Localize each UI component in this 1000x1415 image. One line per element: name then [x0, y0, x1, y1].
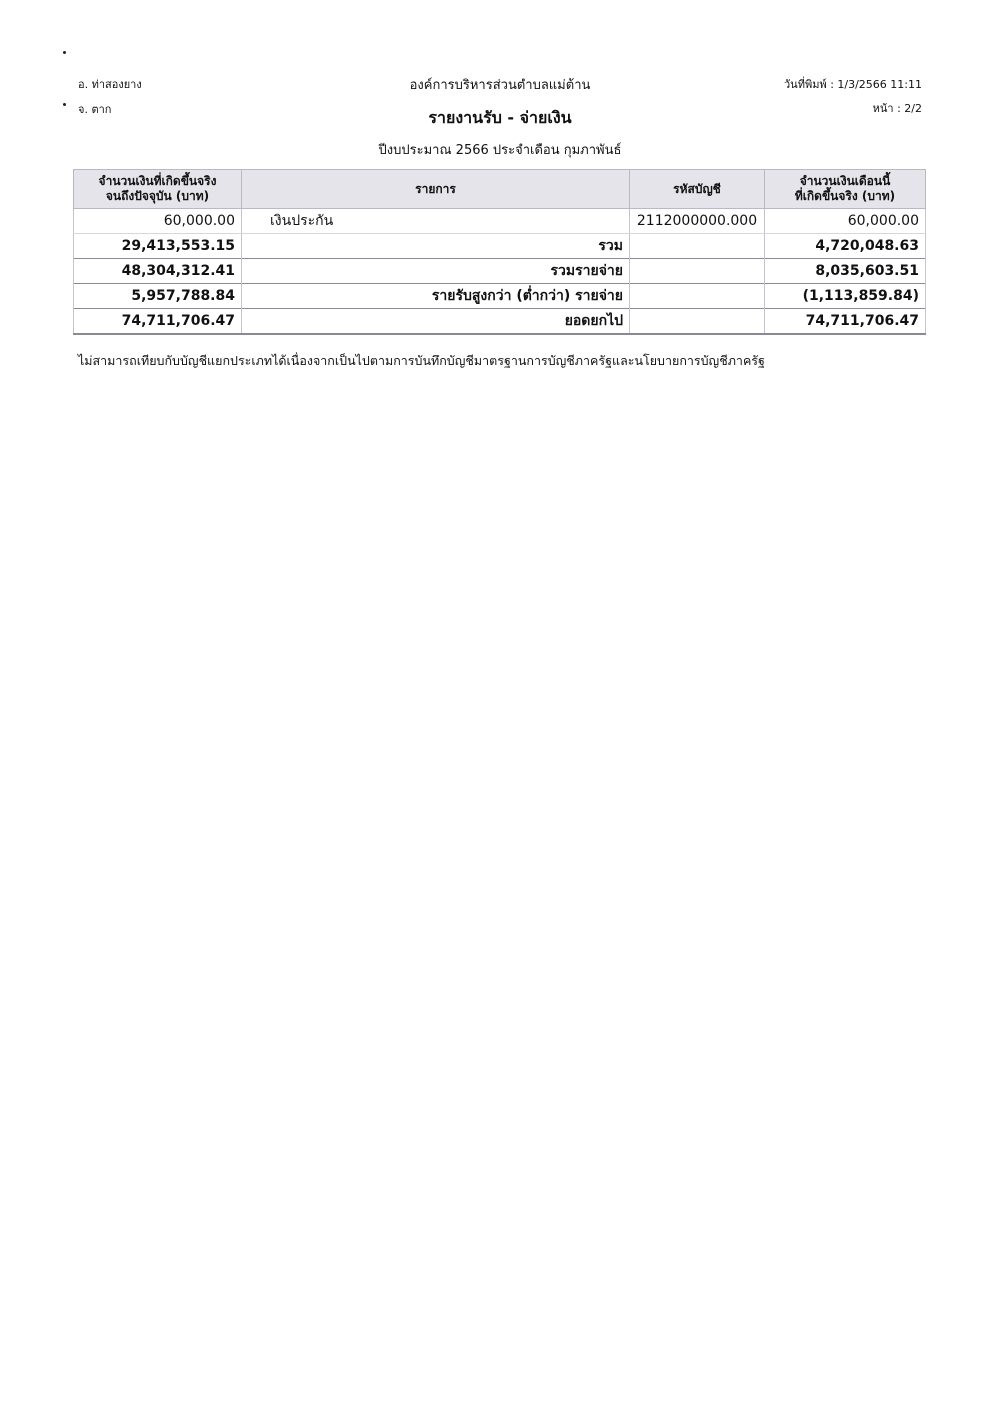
cell-month: 8,035,603.51 — [765, 259, 926, 284]
table-header-row — [74, 170, 926, 209]
cell-item: เงินประกัน — [242, 209, 630, 234]
cell-item: ยอดยกไป — [242, 309, 630, 335]
page-number: หน้า : 2/2 — [872, 102, 922, 115]
cell-item: รวมรายจ่าย — [242, 259, 630, 284]
column-header-month-line2: ที่เกิดขึ้นจริง (บาท) — [794, 189, 896, 203]
table-row-deposit — [74, 209, 926, 234]
cell-cumulative: 60,000.00 — [74, 209, 242, 234]
column-header-cumulative-line2: จนถึงปัจจุบัน (บาท) — [105, 189, 210, 203]
province-label: จ. ตาก — [78, 103, 112, 116]
cell-cumulative: 48,304,312.41 — [74, 259, 242, 284]
cell-month: 60,000.00 — [765, 209, 926, 234]
district-label: อ. ท่าสองยาง — [78, 78, 142, 91]
table-row-total-expenses — [74, 259, 926, 284]
column-header-account-code: รหัสบัญชี — [630, 170, 765, 209]
footnote: ไม่สามารถเทียบกับบัญชีแยกประเภทได้เนื่องจากเป็นไปตามการบันทึกบัญชีมาตรฐานการบัญชีภาครัฐและนโยบายการบัญชีภาครัฐ — [78, 353, 765, 368]
column-header-cumulative-line1: จำนวนเงินที่เกิดขึ้นจริง — [98, 174, 217, 188]
cell-month: 4,720,048.63 — [765, 234, 926, 259]
cell-item: รวม — [242, 234, 630, 259]
cell-month: (1,113,859.84) — [765, 284, 926, 309]
print-date: วันที่พิมพ์ : 1/3/2566 11:11 — [784, 78, 922, 91]
cell-cumulative: 74,711,706.47 — [74, 309, 242, 335]
cell-account-code — [630, 259, 765, 284]
scan-mark — [63, 51, 66, 54]
cell-account-code — [630, 309, 765, 335]
cell-month: 74,711,706.47 — [765, 309, 926, 335]
cell-account-code — [630, 234, 765, 259]
report-title: รายงานรับ - จ่ายเงิน — [428, 108, 572, 127]
table-row-carried-forward — [74, 309, 926, 335]
cell-item: รายรับสูงกว่า (ต่ำกว่า) รายจ่าย — [242, 284, 630, 309]
cell-account-code — [630, 284, 765, 309]
column-header-cumulative — [74, 170, 242, 209]
column-header-month — [765, 170, 926, 209]
report-subtitle: ปีงบประมาณ 2566 ประจำเดือน กุมภาพันธ์ — [378, 143, 622, 158]
receipts-payments-table — [73, 169, 926, 335]
cell-account-code: 2112000000.000 — [630, 209, 765, 234]
table-row-surplus — [74, 284, 926, 309]
column-header-month-line1: จำนวนเงินเดือนนี้ — [799, 174, 891, 188]
cell-cumulative: 29,413,553.15 — [74, 234, 242, 259]
table-row-total — [74, 234, 926, 259]
column-header-item: รายการ — [242, 170, 630, 209]
organization-name: องค์การบริหารส่วนตำบลแม่ต้าน — [409, 78, 591, 93]
cell-cumulative: 5,957,788.84 — [74, 284, 242, 309]
